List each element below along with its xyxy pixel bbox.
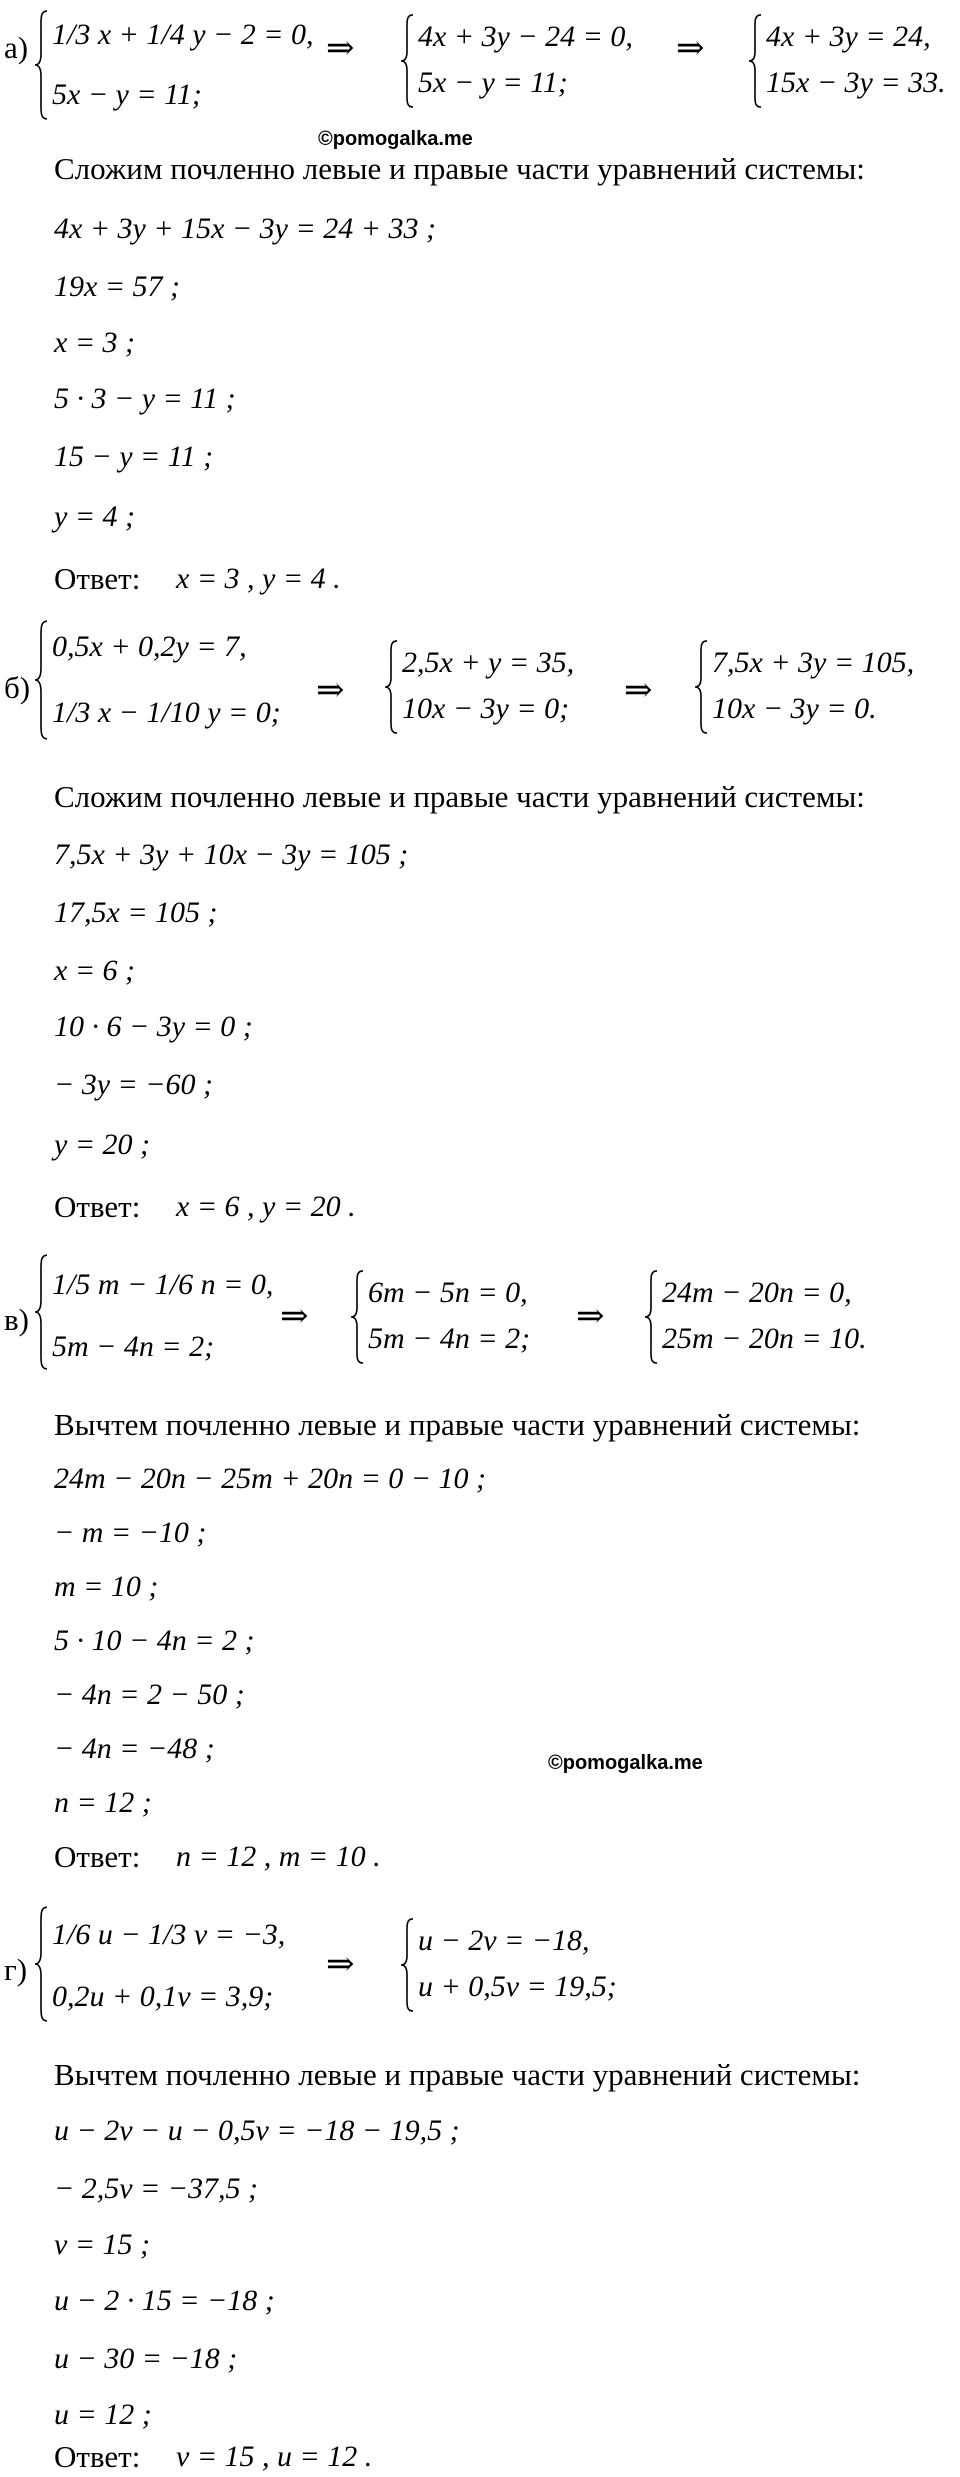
step-line: 19x = 57 ; [54,270,181,303]
step-line: y = 20 ; [54,1128,151,1161]
system-line: 5x − y = 11; [418,66,568,99]
system-line: 6m − 5n = 0, [368,1276,528,1309]
part-a-system-2 [400,14,670,108]
system-line: 4x + 3y − 24 = 0, [418,20,633,53]
system-line: 1/5 m − 1/6 n = 0, [52,1268,274,1301]
step-line: u − 2 · 15 = −18 ; [54,2284,275,2317]
step-line: v = 15 ; [54,2228,151,2261]
answer-label: Ответ: [54,1839,141,1874]
system-line: 0,5x + 0,2y = 7, [52,630,247,663]
answer-label: Ответ: [54,561,141,596]
answer-value: n = 12 , m = 10 . [176,1840,381,1873]
answer-label: Ответ: [54,2439,141,2474]
part-d-label: г) [4,1952,28,1987]
system-line: 0,2u + 0,1v = 3,9; [52,1980,274,2013]
system-line: 5m − 4n = 2; [368,1322,531,1355]
answer-value: v = 15 , u = 12 . [176,2440,373,2473]
system-line: 1/3 x + 1/4 y − 2 = 0, [52,18,314,51]
step-line: x = 3 ; [54,326,136,359]
part-c-system-2 [350,1270,570,1364]
brace-icon [34,10,48,120]
part-d-system-2 [400,1918,650,2012]
part-c-intro: Вычтем почленно левые и правые части уравнений системы: [54,1407,861,1442]
part-a-intro: Сложим почленно левые и правые части уравнений системы: [54,151,865,186]
step-line: − 4n = 2 − 50 ; [54,1678,245,1711]
implies-icon: ⇒ [576,1298,605,1335]
step-line: n = 12 ; [54,1786,152,1819]
brace-icon [34,1254,48,1370]
system-line: 4x + 3y = 24, [766,20,931,53]
answer-value: x = 3 , y = 4 . [176,562,341,595]
system-line: u − 2v = −18, [418,1924,590,1957]
implies-icon: ⇒ [316,672,345,709]
step-line: m = 10 ; [54,1570,159,1603]
system-line: 25m − 20n = 10. [662,1322,867,1355]
step-line: u − 30 = −18 ; [54,2342,238,2375]
system-line: 24m − 20n = 0, [662,1276,852,1309]
step-line: 5 · 10 − 4n = 2 ; [54,1624,255,1657]
part-a-system-3 [748,14,958,108]
part-d-system-1 [34,1906,324,2022]
answer-value: x = 6 , y = 20 . [176,1190,356,1223]
brace-icon [350,1270,364,1364]
part-a-label: а) [4,30,29,65]
implies-icon: ⇒ [676,30,705,67]
brace-icon [644,1270,658,1364]
implies-icon: ⇒ [326,1946,355,1983]
brace-icon [400,14,414,108]
system-line: 7,5x + 3y = 105, [712,646,915,679]
system-line: 1/3 x − 1/10 y = 0; [52,696,281,729]
step-line: u − 2v − u − 0,5v = −18 − 19,5 ; [54,2114,460,2147]
implies-icon: ⇒ [326,30,355,67]
system-line: 10x − 3y = 0; [402,692,570,725]
brace-icon [400,1918,414,2012]
part-c-system-3 [644,1270,904,1364]
step-line: x = 6 ; [54,954,136,987]
part-b-system-3 [694,640,944,734]
step-line: 10 · 6 − 3y = 0 ; [54,1010,253,1043]
part-c-system-1 [34,1254,314,1370]
system-line: 2,5x + y = 35, [402,646,575,679]
step-line: − 2,5v = −37,5 ; [54,2172,259,2205]
brace-icon [34,620,48,740]
system-line: 15x − 3y = 33. [766,66,946,99]
part-b-system-2 [384,640,614,734]
part-b-system-1 [34,620,324,740]
step-line: − m = −10 ; [54,1516,207,1549]
part-b-label: б) [4,670,31,705]
part-b-intro: Сложим почленно левые и правые части уравнений системы: [54,779,865,814]
part-c-label: в) [4,1302,29,1337]
watermark: ©pomogalka.me [318,128,473,150]
step-line: y = 4 ; [54,500,136,533]
system-line: 5x − y = 11; [52,78,202,111]
implies-icon: ⇒ [624,672,653,709]
system-line: u + 0,5v = 19,5; [418,1970,617,2003]
step-line: − 3y = −60 ; [54,1068,214,1101]
step-line: 17,5x = 105 ; [54,896,218,929]
brace-icon [34,1906,48,2022]
answer-label: Ответ: [54,1189,141,1224]
system-line: 5m − 4n = 2; [52,1330,215,1363]
step-line: 7,5x + 3y + 10x − 3y = 105 ; [54,838,409,871]
step-line: u = 12 ; [54,2398,152,2431]
step-line: 24m − 20n − 25m + 20n = 0 − 10 ; [54,1462,487,1495]
step-line: 15 − y = 11 ; [54,440,214,473]
brace-icon [748,14,762,108]
step-line: 4x + 3y + 15x − 3y = 24 + 33 ; [54,212,436,245]
implies-icon: ⇒ [280,1298,309,1335]
watermark: ©pomogalka.me [548,1752,703,1774]
step-line: 5 · 3 − y = 11 ; [54,382,236,415]
part-a-system-1 [34,10,334,120]
part-d-intro: Вычтем почленно левые и правые части уравнений системы: [54,2057,861,2092]
system-line: 1/6 u − 1/3 v = −3, [52,1918,286,1951]
brace-icon [694,640,708,734]
step-line: − 4n = −48 ; [54,1732,215,1765]
system-line: 10x − 3y = 0. [712,692,877,725]
brace-icon [384,640,398,734]
